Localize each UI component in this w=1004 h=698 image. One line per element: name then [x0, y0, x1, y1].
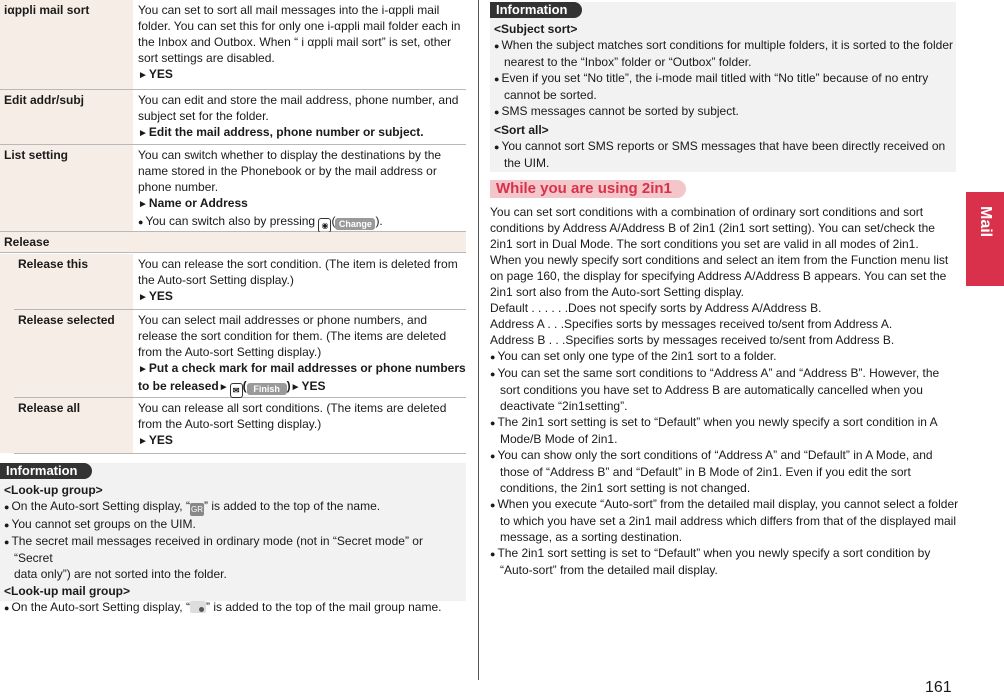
action-line: ►YES [138, 289, 173, 303]
arrow-icon: ► [138, 364, 148, 375]
bullet-line: message, as a sorting destination. [500, 530, 683, 544]
bullet-icon: ● [4, 603, 10, 613]
mail-group-icon [190, 601, 206, 613]
text-line: Default . . . . . .Does not specify sorts by Address A/Address B. [490, 301, 822, 315]
text-line: You can switch whether to display the destinations by the [138, 148, 442, 162]
information-content [494, 21, 954, 171]
table-row-release-selected [14, 310, 466, 398]
information-tag: Information [0, 463, 92, 479]
softkey-change-icon: Change [335, 218, 375, 230]
text-line: phone number. [138, 180, 219, 194]
text-line: from the Auto-sort Setting display.) [138, 345, 322, 359]
row-description [138, 400, 466, 450]
arrow-icon: ► [138, 292, 148, 303]
note-line: ● You can switch also by pressing ◉ ( Change ). [138, 213, 465, 233]
text-line: subject set for the folder. [138, 109, 269, 123]
section-header-2in1: While you are using 2in1 [490, 180, 686, 198]
bullet-icon: ● [490, 549, 496, 559]
bullet-line: You can set the same sort conditions to “Address A” and “Address B”. However, the [497, 366, 940, 380]
text-line: Address A . . .Specifies sorts by messages received to/sent from Address A. [490, 317, 893, 331]
bullet-line: The 2in1 sort setting is set to “Default” when you newly specify a sort condition in A [497, 415, 938, 429]
bullet-line: conditions, the 2in1 sort setting is not changed. [500, 481, 751, 495]
text-line: name stored in the Phonebook or by the mail address or [138, 164, 437, 178]
bullet-line: “Auto-sort” from the detailed mail display. [500, 563, 718, 577]
bullet-icon: ● [490, 418, 496, 428]
action-line: ►Put a check mark for mail addresses or phone numbers [138, 361, 466, 375]
info-heading: <Subject sort> [494, 22, 578, 36]
bullet-line: You can show only the sort conditions of “Address A” and “Default” in A Mode, and [497, 448, 933, 462]
column-divider [478, 0, 479, 680]
camera-key-icon: ◉ [318, 218, 331, 233]
bullet-icon: ● [494, 74, 500, 84]
bullet-icon: ● [490, 500, 496, 510]
row-description [138, 92, 465, 142]
action-line: ►YES [138, 67, 173, 81]
info-bullet: ● On the Auto-sort Setting display, “GR” is added to the top of the name. [4, 499, 381, 514]
text-line: You can set sort conditions with a combination of ordinary sort conditions and sort [490, 205, 924, 219]
info-bullet: ● The secret mail messages received in ordinary mode (not in “Secret mode” or “Secret data only”) are not sorted into the folder. [4, 534, 423, 581]
arrow-icon: ► [290, 382, 301, 393]
bullet-icon: ● [494, 107, 500, 117]
group-icon: GR [190, 505, 203, 514]
arrow-icon: ► [218, 382, 229, 393]
row-label: Release this [14, 254, 133, 309]
section-body-2in1 [490, 204, 960, 578]
row-description [138, 312, 466, 398]
info-bullet: ● On the Auto-sort Setting display, “ ” is added to the top of the mail group name. [4, 600, 442, 614]
text-line: 2in1 sort also from the Auto-sort Setting display. [490, 285, 744, 299]
chapter-tab: Mail [966, 192, 1004, 286]
text-line: on page 160, the display for specifying Address A/Address B appears. You can set the [490, 269, 947, 283]
bullet-icon: ● [4, 537, 10, 547]
bullet-icon: ● [4, 520, 10, 530]
bullet-line: Mode/B Mode of 2in1. [500, 432, 618, 446]
bullet-icon: ● [490, 369, 496, 379]
information-box-right [490, 2, 956, 172]
text-line: the Auto-sort Setting display.) [138, 273, 294, 287]
text-line: release the sort condition for them. (The items are deleted [138, 329, 447, 343]
row-label: List setting [0, 145, 133, 231]
row-label: Release all [14, 398, 133, 453]
row-description [138, 2, 465, 84]
bullet-item [490, 365, 960, 414]
row-label: Release selected [14, 310, 133, 397]
action-line: ►YES [138, 433, 173, 447]
bullet-list [490, 348, 960, 578]
text-line: You can select mail addresses or phone numbers, and [138, 313, 428, 327]
info-bullet: ● You cannot set groups on the UIM. [4, 517, 196, 531]
table-row-release-this [14, 254, 466, 310]
bullet-icon: ● [490, 352, 496, 362]
bullet-item [490, 348, 960, 365]
table-row-release-all [14, 398, 466, 454]
info-heading: <Look-up group> [4, 483, 103, 497]
text-line: 2in1 sort in Dual Mode. The sort conditions you set are valid in all modes of 2in1. [490, 237, 919, 251]
page-number: 161 [925, 679, 952, 696]
action-line: to be released► ✉ ( Finish )►YES [138, 378, 466, 398]
row-label: Edit addr/subj [0, 90, 133, 144]
bullet-line: sort conditions you have set to Address B are automatically cancelled when you [500, 383, 923, 397]
text-line: the Inbox and Outbox. When “ i αppli mail sort” is set, other [138, 35, 452, 49]
info-bullet: ● SMS messages cannot be sorted by subject. [494, 104, 739, 118]
row-description [138, 147, 465, 233]
text-line: You can release the sort condition. (The item is deleted from [138, 257, 458, 271]
bullet-item [490, 414, 960, 447]
arrow-icon: ► [138, 199, 148, 210]
action-line: ►Name or Address [138, 196, 248, 210]
bullet-line: those of “Address B” and “Default” in B Mode of 2in1. Even if you edit the sort [500, 465, 911, 479]
info-bullet: ● Even if you set “No title”, the i-mode mail titled with “No title” because of no entry cannot be sorted. [494, 71, 929, 102]
bullet-line: The 2in1 sort setting is set to “Default” when you newly specify a sort condition by [497, 546, 931, 560]
table-row-edit-addr [0, 90, 466, 145]
row-label: Release [0, 232, 466, 253]
bullet-icon: ● [4, 502, 10, 512]
information-box-left [0, 463, 466, 614]
table-row-list-setting [0, 145, 466, 232]
action-line: ►Edit the mail address, phone number or subject. [138, 125, 424, 139]
text-line: You can set to sort all mail messages into the i-αppli mail [138, 3, 440, 17]
info-heading: <Look-up mail group> [4, 584, 131, 598]
bullet-line: to which you have set a 2in1 mail address which differs from that of the displayed mail [500, 514, 957, 528]
bullet-icon: ● [494, 142, 500, 152]
bullet-icon: ● [490, 451, 496, 461]
release-indent [0, 254, 14, 453]
text-line: from the Auto-sort Setting display.) [138, 417, 322, 431]
information-content [4, 482, 464, 616]
information-tag: Information [490, 2, 582, 18]
bullet-item [490, 447, 960, 496]
info-bullet: ● When the subject matches sort conditions for multiple folders, it is sorted to the folder nearest to the “Inbox” folder or “Outbox” folder. [494, 38, 953, 69]
text-line: When you newly specify sort conditions and select an item from the Function menu list [490, 253, 949, 267]
paragraph-lines [490, 204, 960, 348]
bullet-line: deactivate “2in1setting”. [500, 399, 628, 413]
bullet-item [490, 496, 960, 545]
text-line: sort settings are disabled. [138, 51, 275, 65]
text-line: conditions by Address A/Address B of 2in1 (2in1 sort setting). You can set/check the [490, 221, 935, 235]
arrow-icon: ► [138, 436, 148, 447]
arrow-icon: ► [138, 70, 148, 81]
text-line: You can release all sort conditions. (The items are deleted [138, 401, 447, 415]
text-line: You can edit and store the mail address, phone number, and [138, 93, 459, 107]
arrow-icon: ► [138, 128, 148, 139]
text-line: folder. You can set this for only one i-αppli mail folder each in [138, 19, 461, 33]
bullet-icon: ● [494, 41, 500, 51]
bullet-icon: ● [138, 217, 144, 227]
info-bullet: ● You cannot sort SMS reports or SMS messages that have been directly received on the UIM. [494, 139, 946, 170]
mail-key-icon: ✉ [230, 383, 243, 398]
bullet-item [490, 545, 960, 578]
softkey-finish-icon: Finish [247, 383, 287, 395]
bullet-line: You can set only one type of the 2in1 sort to a folder. [497, 349, 777, 363]
bullet-line: When you execute “Auto-sort” from the detailed mail display, you cannot select a folder [497, 497, 959, 511]
text-line: Address B . . .Specifies sorts by messages received to/sent from Address B. [490, 333, 895, 347]
info-heading: <Sort all> [494, 123, 549, 137]
row-description [138, 256, 466, 306]
table-row-appli-sort [0, 0, 466, 90]
row-label: iαppli mail sort [0, 0, 133, 89]
